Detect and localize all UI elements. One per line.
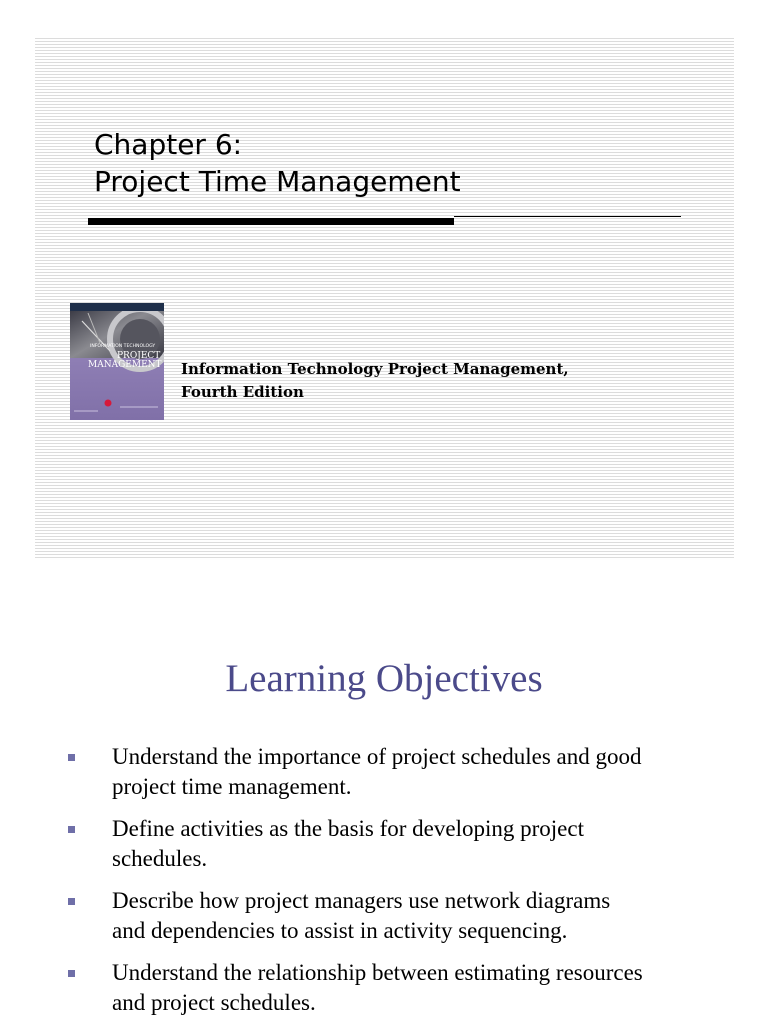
list-item bbox=[68, 886, 748, 946]
book-cover-image bbox=[70, 303, 164, 420]
cover-subtitle: INFORMATION TECHNOLOGY bbox=[90, 344, 156, 349]
objectives-list bbox=[68, 742, 748, 1030]
book-edition: Fourth Edition bbox=[181, 383, 304, 401]
square-bullet-icon bbox=[68, 970, 75, 977]
learning-objectives-title: Learning Objectives bbox=[225, 657, 543, 700]
objective-line: Describe how project managers use network diagrams bbox=[112, 888, 611, 913]
book-title: Information Technology Project Management, bbox=[181, 360, 569, 378]
title-underline-thick bbox=[88, 218, 454, 225]
cover-title-project: PROJECT bbox=[117, 351, 161, 361]
objective-line: Understand the importance of project schedules and good bbox=[112, 744, 642, 769]
cover-title-management: MANAGEMENT bbox=[88, 360, 162, 370]
book-reference bbox=[181, 358, 569, 404]
square-bullet-icon bbox=[68, 898, 75, 905]
objective-line: Understand the relationship between estimating resources bbox=[112, 960, 643, 985]
chapter-name: Project Time Management bbox=[94, 165, 461, 198]
list-item bbox=[68, 814, 748, 874]
title-underline-thin bbox=[454, 216, 681, 217]
square-bullet-icon bbox=[68, 754, 75, 761]
list-item bbox=[68, 958, 748, 1018]
objective-line: project time management. bbox=[112, 774, 352, 799]
objective-line: schedules. bbox=[112, 846, 208, 871]
objective-line: and project schedules. bbox=[112, 990, 316, 1015]
chapter-title bbox=[94, 126, 461, 200]
objective-line: and dependencies to assist in activity sequencing. bbox=[112, 918, 568, 943]
objective-line: Define activities as the basis for developing project bbox=[112, 816, 584, 841]
title-slide bbox=[35, 38, 734, 558]
chapter-number: Chapter 6: bbox=[94, 128, 243, 161]
list-item bbox=[68, 742, 748, 802]
square-bullet-icon bbox=[68, 826, 75, 833]
